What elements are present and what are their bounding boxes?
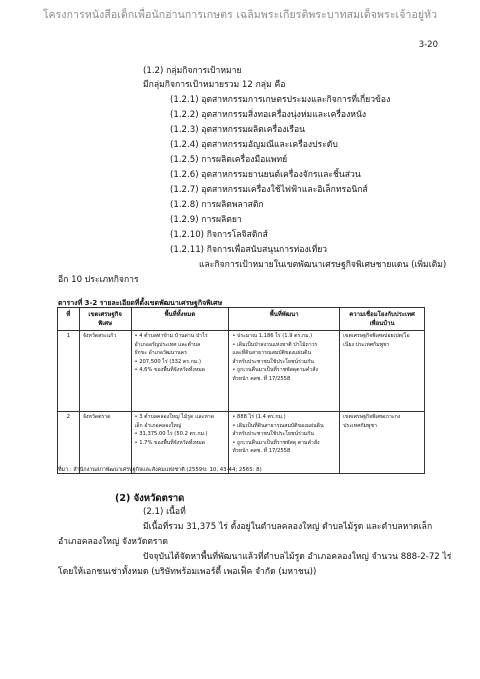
section-title: (2) จังหวัดตราด (115, 493, 185, 504)
cell-line: สำหรับประชาชนใช้ประโยชน์ร่วมกัน (232, 431, 314, 438)
cell-line: • 888 ไร่ (1.4 ตร.กม.) (232, 414, 286, 420)
cell-link (340, 412, 425, 474)
cell-area (131, 412, 229, 474)
table-header-row (58, 308, 425, 331)
cell-no: 1 (58, 331, 80, 412)
cell-line: หัวหน้า คสช. ที่ 17/2558 (232, 448, 291, 455)
cell-line: สำหรับประชาชนใช้ประโยชน์ร่วมกัน (232, 358, 314, 365)
cell-line: ผักขะ อำเภอวัฒนานคร (134, 350, 187, 357)
continuation-line: อีก 10 ประเภทกิจการ (58, 275, 139, 285)
group-intro: มีกลุ่มกิจการเป้าหมายรวม 12 กลุ่ม คือ (143, 80, 286, 90)
table-row (58, 412, 425, 474)
cell-line: • เดิมเป็นที่ดินสาธารณสมบัติของแผ่นดิน (232, 422, 324, 429)
cell-line: เล็ก อำเภอคลองใหญ่ (134, 422, 182, 429)
header-zone: เขตเศรษฐกิจพิเศษ (79, 308, 131, 331)
cell-line: • ถูกเวนคืนมาเป็นที่ราชพัสดุ ตามคำสั่ง (232, 439, 320, 446)
list-item: (1.2.10) กิจการโลจิสติกส์ (170, 230, 268, 240)
page-header: โครงการหนังสือเด็กเพื่อนักอ่านการเกษตร เฉลิมพระเกียรติพระบาทสมเด็จพระเจ้าอยู่หัว (42, 9, 438, 21)
list-item: (1.2.9) การผลิตยา (170, 215, 242, 225)
cell-line: • ประมาณ 1,186 ไร่ (1.9 ตร.กม.) (232, 333, 313, 339)
cell-line: • เดิมเป็นป่าสงวนแห่งชาติ ป่าไม้ถาวร (232, 341, 318, 348)
cell-line: • ถูกเวนคืนมาเป็นที่ราชพัสดุตามคำสั่ง (232, 367, 318, 374)
cell-line: เขตเศรษฐกิจพิเศษเกาะกง (343, 414, 401, 420)
list-item: (1.2.6) อุตสาหกรรมยานยนต์เครื่องจักรและชิ้นส่วน (170, 170, 361, 180)
list-item: (1.2.11) กิจการเพื่อสนับสนุนการท่องเที่ยว (170, 245, 328, 255)
table-source: ที่มา : สำนักงานสภาพัฒนาเศรษฐกิจและสังคมแห่งชาติ (2559ข: 10, 43-44; 2565: 8) (58, 467, 262, 473)
cell-line: • 4 ตำบลท่าข้าม บ้านด่าน ป่าไร่ (134, 333, 208, 339)
cell-line: • 3 ตำบลคลองใหญ่ ไม้รูด และหาด (134, 414, 215, 420)
page-number: 3-20 (418, 40, 438, 50)
cell-line: อำเภออรัญประเทศ และตำบล (134, 341, 201, 348)
cell-area (131, 331, 229, 412)
table-row (58, 331, 425, 412)
group-heading: (1.2) กลุ่มกิจการเป้าหมาย (143, 66, 242, 76)
cell-zone: จังหวัดตราด (79, 412, 131, 474)
paragraph-line: มีเนื้อที่รวม 31,375 ไร่ ตั้งอยู่ในตำบลคลองใหญ่ ตำบลไม้รูด และตำบลหาดเล็ก (143, 522, 433, 532)
header-link: ความเชื่อมโยงกับประเทศเพื่อนบ้าน (340, 308, 425, 331)
continuation-line: และกิจการเป้าหมายในเขตพัฒนาเศรษฐกิจพิเศษชายแดน (เพิ่มเติม) (199, 260, 447, 270)
list-item: (1.2.3) อุตสาหกรรมผลิตเครื่องเรือน (170, 125, 306, 135)
zone-table (57, 307, 425, 474)
header-no: ที่ (58, 308, 80, 331)
cell-dev (229, 412, 340, 474)
cell-line: หัวหน้า คสช. ที่ 17/2558 (232, 375, 291, 382)
paragraph-line: ปัจจุบันได้จัดหาพื้นที่พัฒนาแล้วที่ตำบลไม้รูด อำเภอคลองใหญ่ จำนวน 888-2-72 ไร่ (143, 552, 452, 562)
list-item: (1.2.5) การผลิตเครื่องมือแพทย์ (170, 155, 288, 165)
cell-line: เนียง ประเทศกัมพูชา (343, 341, 390, 348)
cell-zone: จังหวัดสระแก้ว (79, 331, 131, 412)
header-dev: พื้นที่พัฒนา (229, 308, 340, 331)
list-item: (1.2.1) อุตสาหกรรมการเกษตรประมงและกิจการที่เกี่ยวข้อง (170, 95, 391, 105)
cell-line: ประเทศกัมพูชา (343, 422, 377, 429)
list-item: (1.2.8) การผลิตพลาสติก (170, 200, 264, 210)
cell-line: • 207,500 ไร่ (332 ตร.กม.) (134, 358, 201, 365)
paragraph-line: โดยให้เอกชนเช่าทั้งหมด (บริษัทพร้อมเพอร์ตี้ เพอเฟ็ค จำกัด (มหาชน)) (58, 567, 317, 577)
subsection-title: (2.1) เนื้อที่ (143, 507, 186, 517)
cell-dev (229, 331, 340, 412)
header-area: พื้นที่ทั้งหมด (131, 308, 229, 331)
cell-link (340, 331, 425, 412)
cell-no: 2 (58, 412, 80, 474)
cell-line: เขตเศรษฐกิจพิเศษปอยเปต/โอ (343, 333, 410, 339)
cell-line: และที่ดินสาธารณสมบัติของแผ่นดิน (232, 350, 312, 357)
list-item: (1.2.7) อุตสาหกรรมเครื่องใช้ไฟฟ้าและอิเล็กทรอนิกส์ (170, 185, 368, 195)
cell-line: • 31,375.00 ไร่ (50.2 ตร.กม.) (134, 431, 208, 438)
cell-line: • 1.7% ของพื้นที่จังหวัดทั้งหมด (134, 439, 206, 446)
table-caption: ตารางที่ 3-2 รายละเอียดที่ตั้งเขตพัฒนาเศรษฐกิจพิเศษ (58, 299, 223, 307)
cell-line: • 4.6% ของพื้นที่จังหวัดทั้งหมด (134, 367, 206, 374)
paragraph-line: อำเภอคลองใหญ่ จังหวัดตราด (58, 537, 168, 547)
list-item: (1.2.2) อุตสาหกรรมสิ่งทอเครื่องนุ่งห่มและเครื่องหนัง (170, 110, 367, 120)
list-item: (1.2.4) อุตสาหกรรมอัญมณีและเครื่องประดับ (170, 140, 338, 150)
